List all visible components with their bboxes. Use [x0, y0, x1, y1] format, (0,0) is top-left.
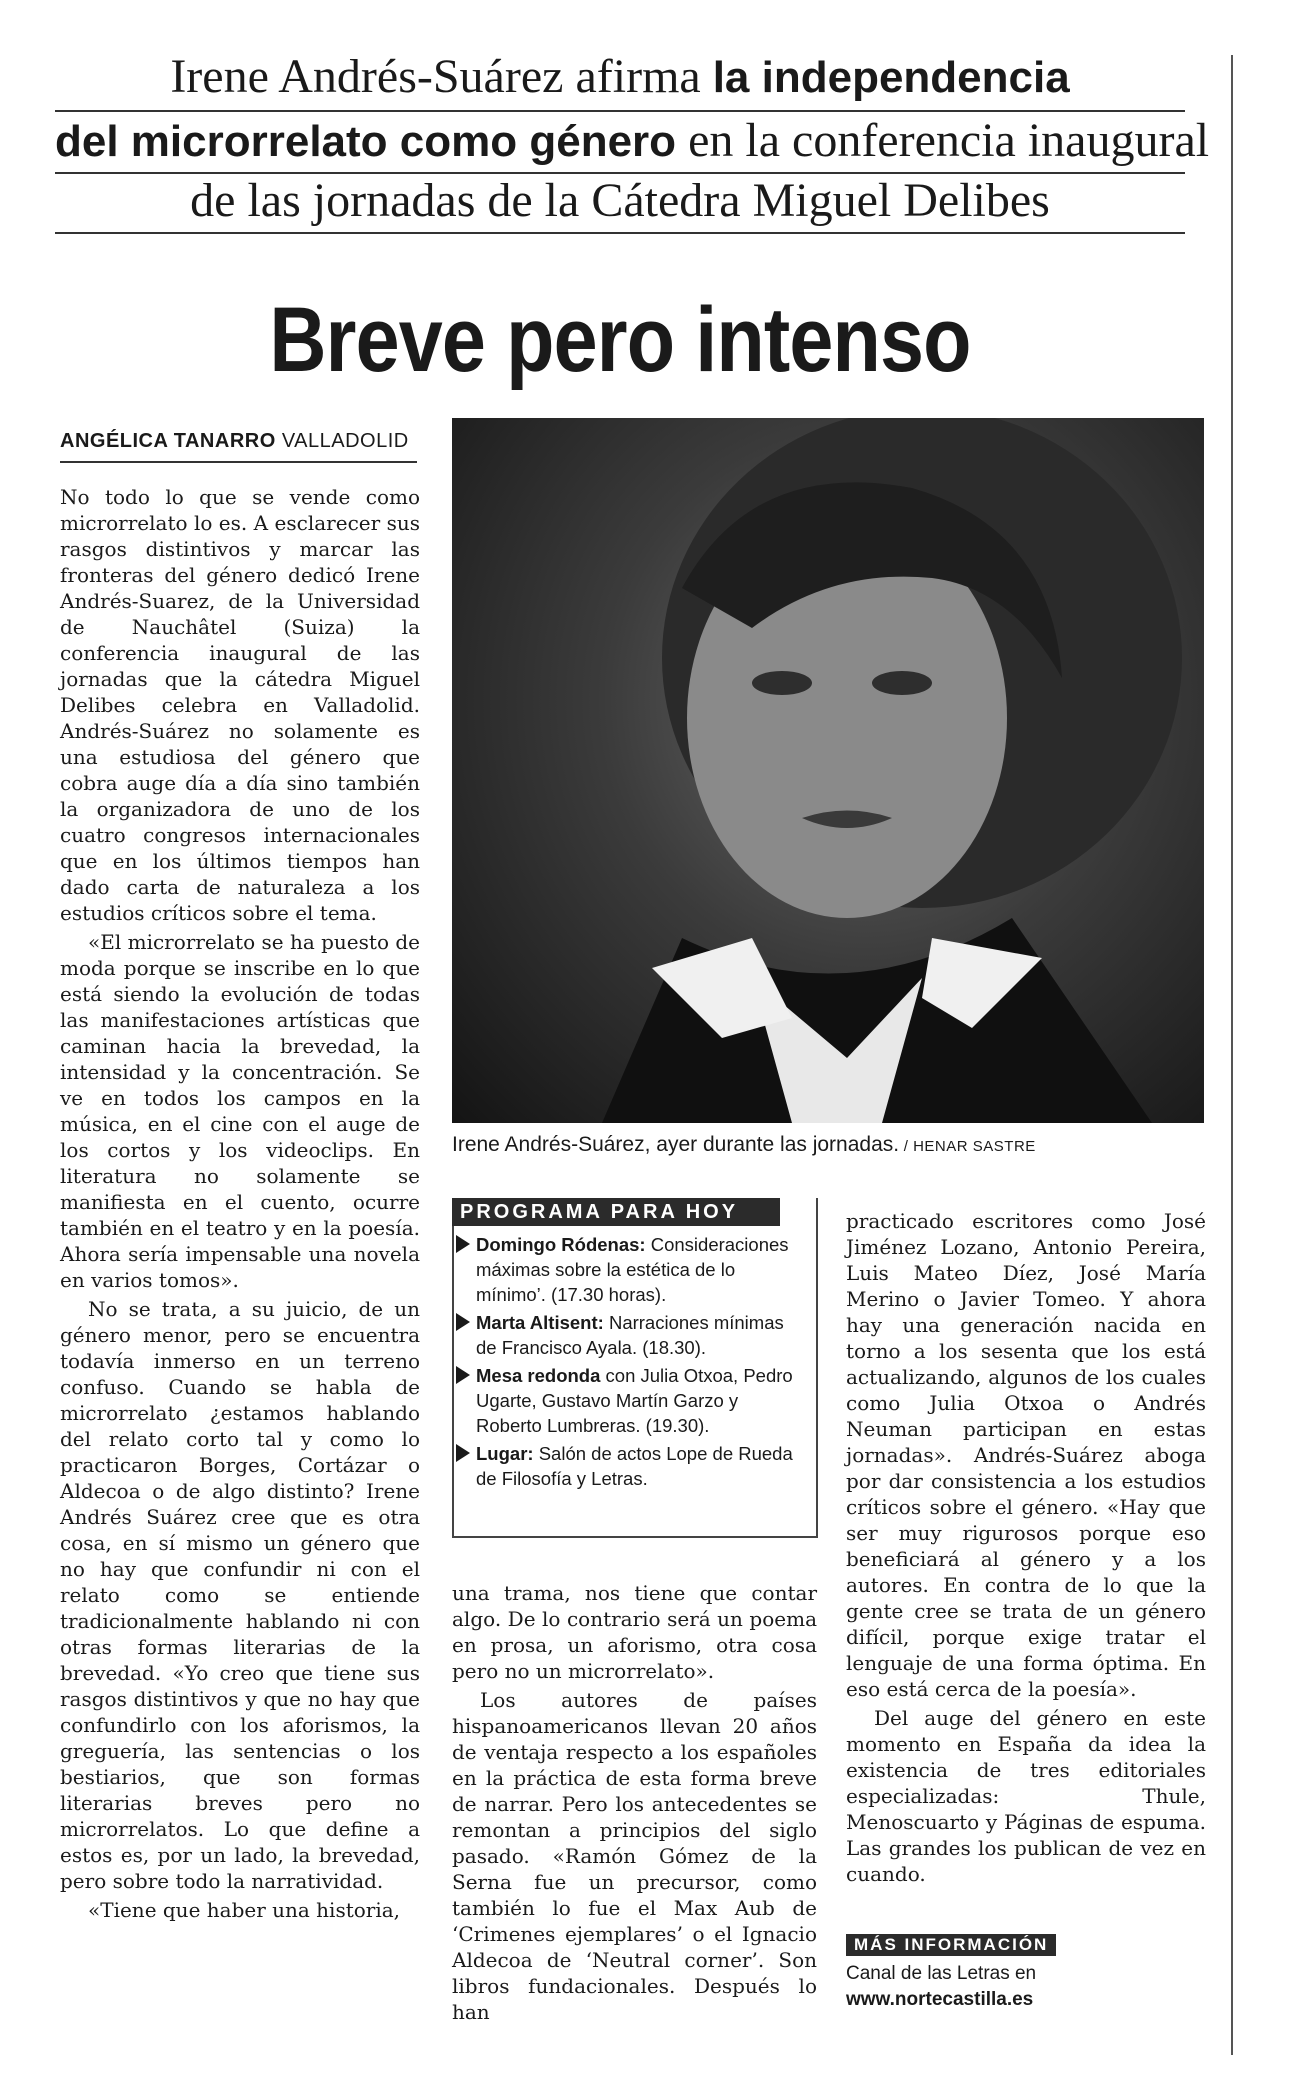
article-column-3 — [846, 1208, 1206, 1890]
paragraph: una trama, nos tiene que contar algo. De lo contrario será un poema en prosa, un aforismo, otra cosa pero no un microrrelato». — [452, 1581, 817, 1683]
programa-item: Mesa redonda con Julia Otxoa, Pedro Ugarte, Gustavo Martín Garzo y Roberto Lumbreras. (19.30). — [454, 1363, 806, 1438]
photo-caption — [452, 1133, 1212, 1157]
caption-text: Irene Andrés-Suárez, ayer durante las jornadas. — [452, 1133, 900, 1156]
portrait-illustration — [452, 418, 1204, 1123]
paragraph: Del auge del género en este momento en España da idea la existencia de tres editoriales especializadas: Thule, Menoscuarto y Páginas de espuma. Las grandes los publican de vez en cuando. — [846, 1706, 1206, 1886]
byline-author: ANGÉLICA TANARRO — [60, 430, 276, 452]
article-photo — [452, 418, 1204, 1123]
paragraph: practicado escritores como José Jiménez Lozano, Antonio Pereira, Luis Mateo Díez, José María Merino o Javier Tomeo. Y ahora hay una generación nacida en torno a los sesenta que los está actualizando, algunos de los cuales como Julia Otxoa o Andrés Neuman participan en estas jornadas». Andrés-Suárez aboga por dar consistencia a los estudios críticos sobre el género. «Hay que ser muy rigurosos porque eso beneficiará al género y a los autores. En contra de lo que la gente cree se trata de un género difícil, porque exige tratar el lenguaje de una forma óptima. En eso está cerca de la poesía». — [846, 1209, 1206, 1701]
article-column-2 — [452, 1580, 817, 2028]
column-rule — [1231, 55, 1233, 2055]
programa-item: Domingo Ródenas: Consideraciones máximas sobre la estética de lo mínimo’. (17.30 horas). — [454, 1232, 806, 1307]
programa-item: Marta Altisent: Narraciones mínimas de Francisco Ayala. (18.30). — [454, 1310, 806, 1360]
headline: Breve pero intenso — [269, 289, 971, 391]
paragraph: Los autores de países hispanoamericanos llevan 20 años de ventaja respecto a los españoles en la práctica de esta forma breve de narrar. Pero los antecedentes se remontan a principios del siglo pasado. «Ramón Gómez de la Serna fue un precursor, como también lo fue el Max Aub de ‘Crimenes ejemplares’ o el Ignacio Aldecoa de ‘Neutral corner’. Son libros fundacionales. Después lo han — [452, 1688, 817, 2024]
paragraph: No se trata, a su juicio, de un género menor, pero se encuentra todavía inmerso en un terreno confuso. Cuando se habla de microrrelato ¿estamos hablando del relato corto tal y como lo practicaron Borges, Cortázar o Aldecoa o de algo distinto? Irene Andrés Suárez cree que es otra cosa, en sí mismo un género que no hay que confundir ni con el relato como se entiende tradicionalmente hablando ni con otras formas literarias de la brevedad. «Yo creo que tiene sus rasgos distintivos y que no hay que confundirlo con los aforismos, la greguería, las sentencias o los bestiarios, que son formas literarias breves pero no microrrelatos. Lo que define a estos es, por un lado, la brevedad, pero sobre todo la narratividad. — [60, 1297, 420, 1893]
article-column-1 — [60, 484, 420, 1926]
more-info — [846, 1934, 1206, 2013]
programa-list — [454, 1232, 806, 1494]
arrow-icon — [456, 1235, 470, 1253]
more-info-title: MÁS INFORMACIÓN — [846, 1934, 1056, 1956]
byline-place: VALLADOLID — [275, 430, 409, 452]
programa-item: Lugar: Salón de actos Lope de Rueda de Filosofía y Letras. — [454, 1441, 806, 1491]
programa-box — [452, 1198, 818, 1538]
kicker-rule-3 — [55, 232, 1185, 234]
arrow-icon — [456, 1313, 470, 1331]
paragraph: «El microrrelato se ha puesto de moda porque se inscribe en lo que está siendo la evolución de todas las manifestaciones artísticas que caminan hacia la brevedad, la intensidad y la concentración. Se ve en todos los campos en la música, en el cine con el auge de los cortos y los videoclips. En literatura no solamente se manifiesta en el cuento, ocurre también en el teatro y en la poesía. Ahora sería impensable una novela en varios tomos». — [60, 930, 420, 1292]
paragraph: «Tiene que haber una historia, — [88, 1898, 401, 1922]
kicker-line-2: del microrrelato como género en la conferencia inaugural — [55, 114, 1210, 167]
kicker-line-1: Irene Andrés-Suárez afirma la independencia — [170, 50, 1070, 103]
more-info-text: Canal de las Letras en — [846, 1963, 1037, 1984]
photo-credit: / HENAR SASTRE — [899, 1138, 1036, 1155]
programa-title: PROGRAMA PARA HOY — [452, 1198, 780, 1226]
more-info-link[interactable]: www.nortecastilla.es — [846, 1989, 1034, 2010]
byline — [60, 430, 417, 463]
arrow-icon — [456, 1444, 470, 1462]
arrow-icon — [456, 1366, 470, 1384]
kicker-line-3: de las jornadas de la Cátedra Miguel Delibes — [190, 174, 1050, 227]
paragraph: No todo lo que se vende como microrrelato lo es. A esclarecer sus rasgos distintivos y marcar las fronteras del género dedicó Irene Andrés-Suarez, de la Universidad de Nauchâtel (Suiza) la conferencia inaugural de las jornadas que la cátedra Miguel Delibes celebra en Valladolid. Andrés-Suárez no solamente es una estudiosa del género que cobra auge día a día sino también la organizadora de uno de los cuatro congresos internacionales que en los últimos tiempos han dado carta de naturaleza a los estudios críticos sobre el tema. — [60, 485, 420, 925]
